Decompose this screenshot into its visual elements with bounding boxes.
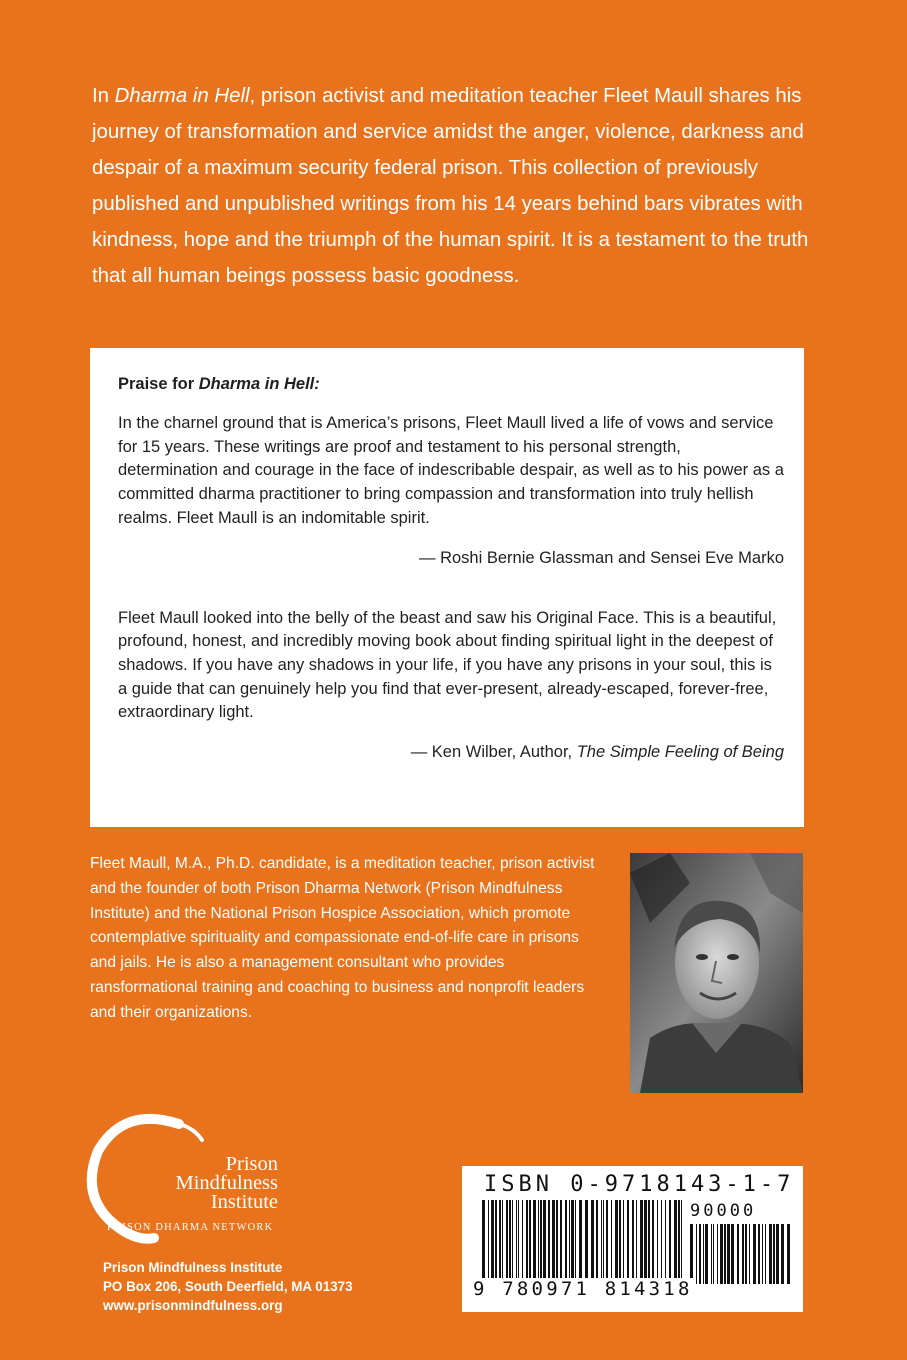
logo-line-prison: Prison — [225, 1153, 278, 1175]
barcode-bar — [665, 1200, 666, 1288]
barcode-bar — [699, 1224, 701, 1284]
barcode-bar — [731, 1224, 734, 1284]
barcode-bar — [742, 1224, 744, 1284]
barcode-bar — [502, 1200, 503, 1288]
barcode-bar — [781, 1224, 784, 1284]
price-code: 90000 — [690, 1201, 757, 1221]
barcode-bar — [569, 1200, 570, 1288]
praise-heading-title: Dharma in Hell: — [198, 375, 320, 393]
barcode-bar — [591, 1200, 594, 1288]
barcode-box — [462, 1166, 803, 1312]
barcode-bar — [640, 1200, 643, 1288]
barcode-bars — [482, 1200, 682, 1288]
logo-subtitle: PRISON DHARMA NETWORK — [107, 1222, 274, 1233]
attribution-2-prefix: — Ken Wilber, Author, — [410, 743, 577, 762]
barcode-bar — [506, 1200, 508, 1288]
barcode-bar — [533, 1200, 536, 1288]
barcode-bar — [705, 1224, 708, 1284]
praise-attribution-2 — [118, 741, 784, 764]
barcode-bar — [512, 1200, 513, 1288]
barcode-bar — [727, 1224, 730, 1284]
author-bio: Fleet Maull, M.A., Ph.D. candidate, is a meditation teacher, prison activist and the founder of both Prison Dharma Network (Prison Mindfulness Institute) and the National Prison Hospice Association, which promote contemplative spirituality and compassionate end-of-life care in prisons and jails. He is also a management consultant who provides ransformational training and coaching to business and nonprofit leaders and their organizations. — [90, 855, 595, 1021]
barcode-bar — [636, 1200, 637, 1288]
barcode-bar — [560, 1200, 562, 1288]
barcode-bar — [787, 1224, 790, 1284]
isbn-text: ISBN 0-9718143-1-7 — [484, 1172, 795, 1197]
logo-line-institute: Institute — [210, 1191, 278, 1213]
barcode-bar — [703, 1224, 704, 1284]
barcode-bar — [522, 1200, 523, 1288]
barcode-bar — [540, 1200, 542, 1288]
logo-line-mindfulness: Mindfulness — [175, 1172, 278, 1194]
barcode-bar — [565, 1200, 567, 1288]
barcode-bar — [488, 1200, 489, 1288]
barcode-bar — [585, 1200, 588, 1288]
barcode-bar — [611, 1200, 612, 1288]
intro-prefix: In — [92, 85, 115, 107]
publisher-street: PO Box 206, South Deerfield, MA 01373 — [103, 1279, 353, 1294]
barcode-bar — [765, 1224, 766, 1284]
publisher-name: Prison Mindfulness Institute — [103, 1260, 283, 1275]
barcode-bar — [652, 1200, 654, 1288]
praise-quote-2: Fleet Maull looked into the belly of the beast and saw his Original Face. This is a beautiful, profound, honest, and incredibly moving book about finding spiritual light in the deepest of shadows. If you have any shadows in your life, if you have any prisons in your soul, this is a guide that can genuinely help you find that ever-present, already-escaped, forever-free, extraordinary light. — [118, 608, 777, 722]
barcode-bar — [556, 1200, 558, 1288]
barcode-bar — [762, 1224, 763, 1284]
barcode-bar — [644, 1200, 647, 1288]
barcode-bar — [678, 1200, 680, 1288]
barcode-bar — [516, 1200, 517, 1288]
intro-body: , prison activist and meditation teacher Fleet Maull shares his journey of transformation and service amidst the anger, violence, darkness and despair of a maximum security federal prison. This collection of previously published and unpublished writings from his 14 years behind bars vibrates with kindness, hope and the triumph of the human spirit. It is a testament to the truth that all human beings possess basic goodness. — [92, 85, 809, 287]
barcode-bar — [749, 1224, 750, 1284]
barcode-bar — [648, 1200, 650, 1288]
barcode-bar — [548, 1200, 550, 1288]
barcode-bar — [776, 1224, 779, 1284]
barcode-bar — [596, 1200, 598, 1288]
barcode-bar — [495, 1200, 497, 1288]
barcode-bar — [619, 1200, 621, 1288]
barcode-bar — [773, 1224, 775, 1284]
barcode-bar — [690, 1224, 693, 1284]
barcode-bar — [769, 1224, 772, 1284]
barcode-bar — [518, 1200, 519, 1288]
barcode-bar — [720, 1224, 723, 1284]
barcode-bar — [538, 1200, 539, 1288]
barcode-bar — [724, 1224, 726, 1284]
barcode-bar — [674, 1200, 677, 1288]
ean-number: 9 780971 814318 — [473, 1278, 693, 1300]
barcode-bar — [499, 1200, 501, 1288]
barcode-bar — [526, 1200, 528, 1288]
publisher-website: www.prisonmindfulness.org — [103, 1298, 283, 1313]
barcode-bar — [552, 1200, 555, 1288]
barcode-bar — [745, 1224, 747, 1284]
barcode-bar — [543, 1200, 546, 1288]
barcode-bar — [579, 1200, 582, 1288]
barcode-bar — [713, 1224, 714, 1284]
barcode-bar — [482, 1200, 485, 1288]
barcode-bar — [601, 1200, 602, 1288]
barcode-bar — [575, 1200, 576, 1288]
barcode-bar — [509, 1200, 511, 1288]
author-photo — [630, 853, 803, 1093]
barcode-bar — [627, 1200, 629, 1288]
barcode-bar — [657, 1200, 658, 1288]
barcode-bar — [696, 1224, 697, 1284]
barcode-bar — [529, 1200, 531, 1288]
barcode-bar — [717, 1224, 718, 1284]
book-title: Dharma in Hell — [114, 85, 250, 107]
publisher-address — [103, 1258, 353, 1315]
barcode-bar — [491, 1200, 494, 1288]
barcode-bar — [571, 1200, 574, 1288]
barcode-bar — [669, 1200, 671, 1288]
attribution-2-book-title: The Simple Feeling of Being — [576, 743, 784, 762]
praise-box — [90, 348, 804, 827]
barcode-bar — [758, 1224, 760, 1284]
barcode-bar — [661, 1200, 662, 1288]
barcode-bar — [606, 1200, 608, 1288]
barcode-bar — [753, 1224, 756, 1284]
price-barcode-bars — [690, 1224, 790, 1284]
barcode-bar — [737, 1224, 739, 1284]
barcode-bar — [711, 1224, 712, 1284]
barcode-bar — [623, 1200, 624, 1288]
barcode-bar — [632, 1200, 634, 1288]
barcode-bar — [681, 1200, 682, 1288]
book-description — [92, 78, 812, 294]
praise-heading — [118, 375, 784, 394]
praise-quote-1: In the charnel ground that is America’s prisons, Fleet Maull lived a life of vows and service for 15 years. These writings are proof and testament to his personal strength, determination and courage in the face of indescribable despair, as well as to his power as a committed dharma practitioner to bring compassion and transformation into truly hellish realms. Fleet Maull is an indomitable spirit. — [118, 414, 784, 527]
praise-attribution-1: — Roshi Bernie Glassman and Sensei Eve Marko — [419, 548, 784, 567]
praise-heading-prefix: Praise for — [118, 375, 199, 393]
logo-text — [128, 1155, 278, 1212]
barcode-bar — [615, 1200, 618, 1288]
barcode-bar — [603, 1200, 604, 1288]
